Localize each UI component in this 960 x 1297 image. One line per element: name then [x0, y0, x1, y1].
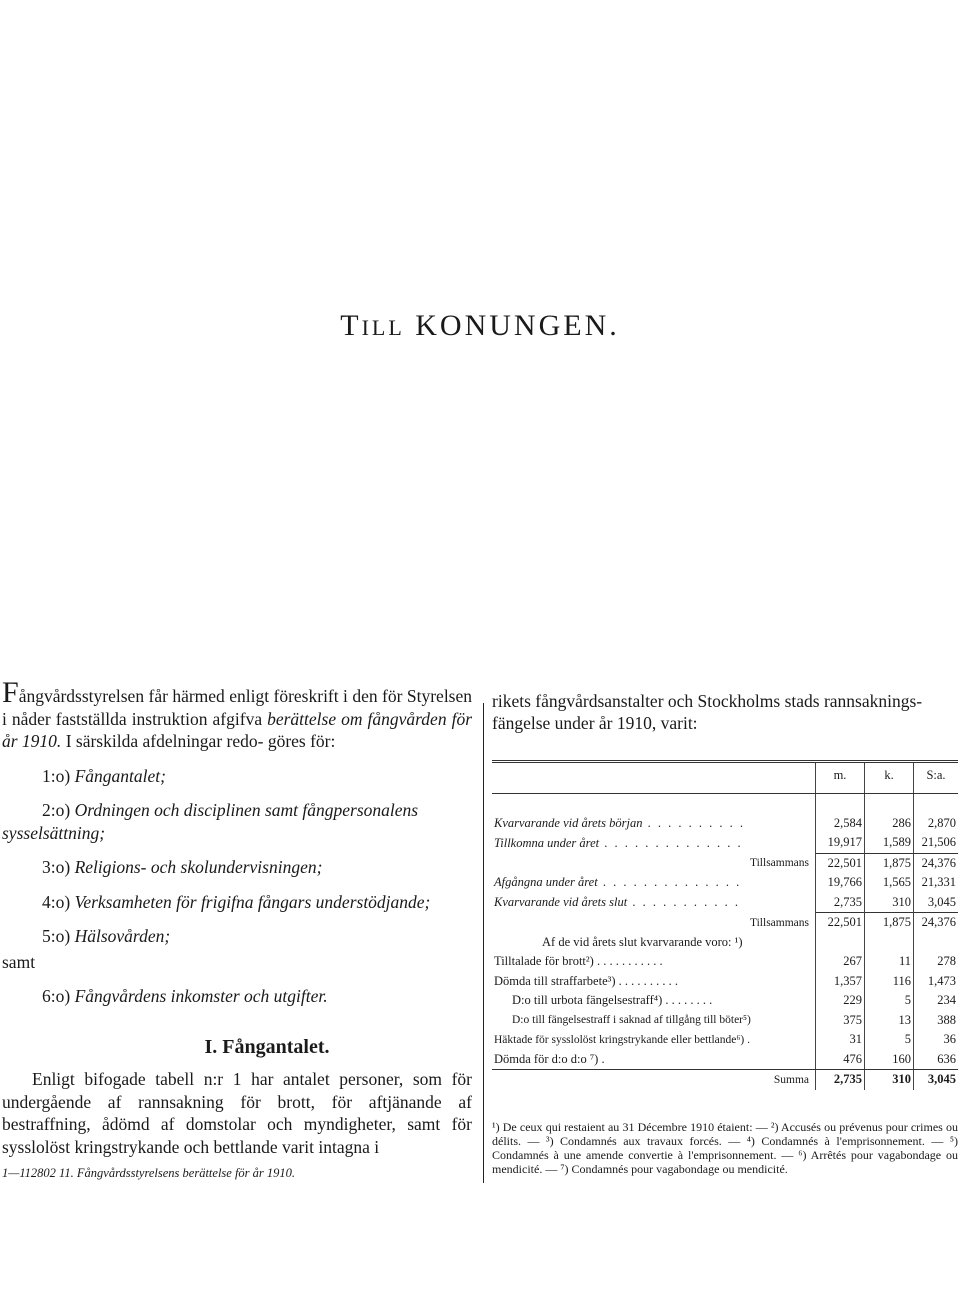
list-item: 5:o) Hälsovården;	[42, 926, 171, 946]
table-header-row	[492, 762, 958, 788]
footnotes: ¹) De ceux qui restaient au 31 Décembre 1910 étaient: — ²) Accusés ou prévenus pour crimes ou délits. — ³) Condamnés aux travaux forcés. — ⁴) Condamnés à l'emprisonnement. — ⁵) Condamnés à une amende convertie à l'emprisonnement. — ⁶) Arrêtés pour vagabondage ou mendicité. — ⁷) Condamnés pour vagabondage ou mendicité.	[492, 1120, 958, 1176]
statistics-table	[492, 760, 958, 1090]
table-subheading: Af de vid årets slut kvarvarande voro: ¹)	[492, 933, 958, 953]
table-row: Tilltalade för brott²) . . . . . . . . . . . 267 11 278	[492, 952, 958, 972]
right-intro: rikets fångvårdsanstalter och Stockholms stads rannsaknings-fängelse under år 1910, varit:	[492, 691, 923, 733]
list-item: 3:o) Religions- och skolundervisningen;	[42, 857, 323, 877]
table-summa-row: Summa 2,735 310 3,045	[492, 1070, 958, 1090]
header-sa: S:a.	[914, 762, 959, 788]
column-divider	[483, 703, 484, 1183]
table-total-row: Tillsammans 22,501 1,875 24,376	[492, 853, 958, 873]
table-row: Afgångna under året . . . . . . . . . . . . . . 19,766 1,565 21,331	[492, 873, 958, 893]
drop-cap: F	[2, 676, 19, 709]
list-item: 4:o) Verksamheten för frigifna fångars understödjande;	[42, 891, 431, 912]
list-item: 2:o) Ordningen och disciplinen samt fångpersonalens sysselsättning;	[2, 800, 419, 843]
title-small-caps: ILL	[361, 315, 405, 340]
title-main: KONUNGEN.	[415, 309, 620, 342]
body-paragraph: Enligt bifogade tabell n:r 1 har antalet personer, som för undergående af rannsakning för brott, för aftjänande af bestraffning, ådömd af domstolar och myndigheter, samt för sysslolöst kringstrykande och bettlande varit intagna i	[2, 1069, 472, 1157]
table-total-row: Tillsammans 22,501 1,875 24,376	[492, 913, 958, 933]
table-row: Dömda för d:o d:o ⁷) . 476 160 636	[492, 1050, 958, 1070]
header-k: k.	[865, 762, 914, 788]
table-row: Tillkomna under året . . . . . . . . . . . . . . 19,917 1,589 21,506	[492, 833, 958, 853]
intro-paragraph: Fångvårdsstyrelsen får härmed enligt föreskrift i den för Styrelsen i nåder fastställda instruktion afgifva berättelse om fångvården för år 1910. I särskilda afdelningar redo- göres för:	[2, 676, 473, 751]
table-row: D:o till urbota fängelsestraff⁴) . . . . . . . . 229 5 234	[492, 991, 958, 1011]
table-row: Kvarvarande vid årets slut . . . . . . . . . . . 2,735 310 3,045	[492, 893, 958, 913]
table-row: D:o till fängelsestraff i saknad af tillgång till böter⁵) 375 13 388	[492, 1011, 958, 1031]
table-row: Dömda till straffarbete³) . . . . . . . . . . 1,357 116 1,473	[492, 972, 958, 992]
list-item: 1:o) Fångantalet;	[42, 765, 166, 786]
samt-label: samt	[2, 951, 36, 972]
table-row: Kvarvarande vid årets början . . . . . . . . . . 2,584 286 2,870	[492, 814, 958, 834]
left-column	[2, 676, 473, 1158]
header-m: m.	[816, 762, 865, 788]
table-row: Häktade för sysslolöst kringstrykande eller bettlande⁶) . 31 5 36	[492, 1030, 958, 1050]
title-initial: T	[340, 309, 362, 342]
page-title	[0, 306, 960, 348]
signature-line: 1—112802 11. Fångvårdsstyrelsens berättelse för år 1910.	[2, 1166, 296, 1180]
section-heading: I. Fångantalet.	[204, 1035, 330, 1058]
list-item: 6:o) Fångvårdens inkomster och utgifter.	[42, 986, 328, 1006]
